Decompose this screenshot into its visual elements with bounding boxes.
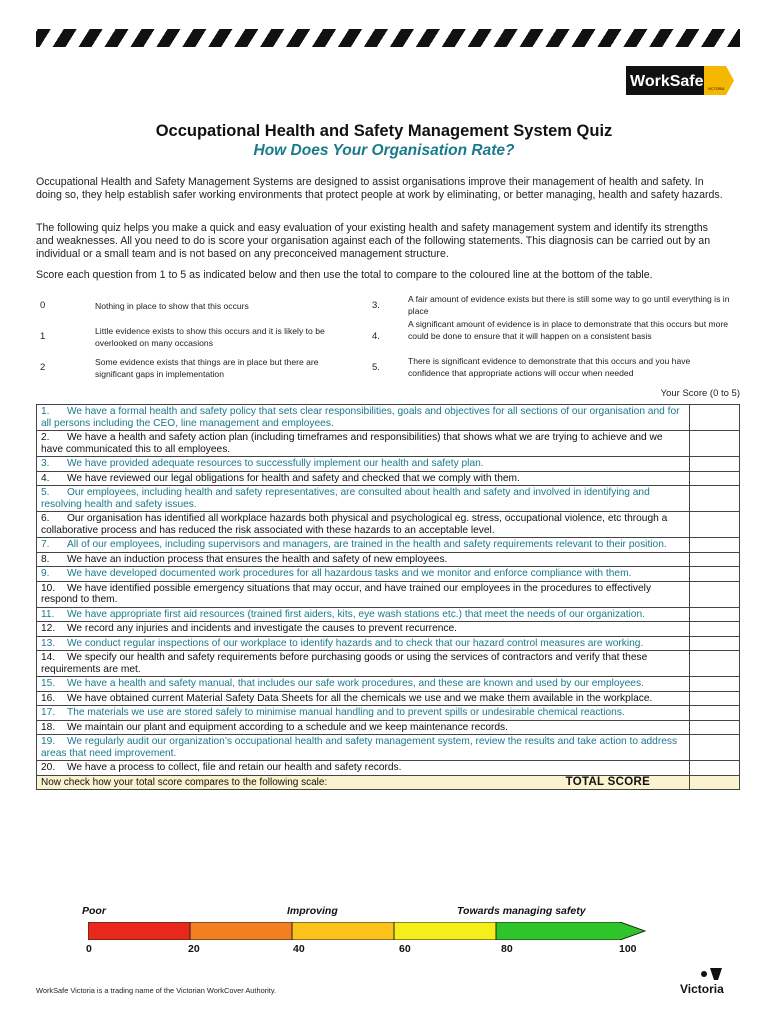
total-row (37, 775, 740, 790)
question-cell (37, 431, 690, 457)
rating-segment (496, 922, 645, 940)
question-number: 2. (41, 432, 50, 443)
rating-label-poor: Poor (82, 905, 106, 917)
rating-segment (190, 922, 292, 940)
scoring-guide-score: 2 (40, 362, 46, 373)
question-cell (37, 706, 690, 721)
question-number: 16. (41, 692, 56, 704)
question-row (37, 735, 740, 761)
question-cell (37, 691, 690, 706)
question-row (37, 622, 740, 637)
question-cell (37, 538, 690, 553)
question-text: We have a health and safety action plan (including timeframes and responsibilities) that shows what we are trying to achieve and we have communicated this to all employees. (41, 432, 663, 455)
scoring-guide-text: There is significant evidence to demonstrate that this occurs and you have confidence that appropriate actions will occur when needed (408, 356, 691, 378)
question-text: We record any injuries and incidents and investigate the causes to prevent recurrence. (67, 623, 457, 634)
score-input[interactable] (690, 607, 740, 622)
question-text: We regularly audit our organization’s occupational health and safety management system, review the results and take action to address areas that need improvement. (41, 736, 678, 759)
question-number: 5. (41, 487, 50, 498)
question-number: 1. (41, 406, 50, 417)
question-number: 3. (41, 458, 50, 469)
question-cell (37, 512, 690, 538)
question-number: 17. (41, 707, 56, 718)
scoring-guide-text: Little evidence exists to show this occurs and it is likely to be overlooked on many occasions (95, 326, 325, 348)
rating-color-bar (88, 922, 646, 940)
scoring-guide-text: A fair amount of evidence exists but there is still some way to go until everything is in place (408, 294, 730, 316)
question-text: We conduct regular inspections of our workplace to identify hazards and to check that our hazard control measures are working. (67, 637, 644, 649)
question-text: The materials we use are stored safely to minimise manual handling and to prevent spills or undesirable chemical reactions. (67, 707, 625, 718)
your-score-header: Your Score (0 to 5) (660, 388, 740, 399)
question-number: 14. (41, 652, 56, 663)
question-text: Our employees, including health and safety representatives, are consulted about health and safety and involved in identifying and resolving health and safety issues. (41, 487, 650, 510)
page-title: Occupational Health and Safety Management System Quiz (155, 122, 613, 140)
rating-tick-label: 40 (293, 943, 305, 955)
rating-segment (292, 922, 394, 940)
rating-tick-label: 60 (399, 943, 411, 955)
question-row (37, 761, 740, 776)
question-cell (37, 636, 690, 651)
score-input[interactable] (690, 581, 740, 607)
question-number: 9. (41, 568, 50, 579)
total-instruction-cell (37, 775, 690, 790)
question-cell (37, 607, 690, 622)
score-input[interactable] (690, 636, 740, 651)
score-input[interactable] (690, 486, 740, 512)
question-row (37, 457, 740, 472)
question-row (37, 471, 740, 486)
footer-text: WorkSafe Victoria is a trading name of the Victorian WorkCover Authority. (36, 986, 277, 995)
question-cell (37, 720, 690, 735)
question-text: We specify our health and safety requirements before purchasing goods or using the services of contractors and verify that these requirements are met. (41, 652, 648, 675)
scoring-guide-text: Some evidence exists that things are in place but there are significant gaps in implementation (95, 357, 319, 379)
question-row (37, 651, 740, 677)
scoring-guide-score: 1 (40, 331, 46, 342)
question-cell (37, 677, 690, 692)
question-cell (37, 567, 690, 582)
score-input[interactable] (690, 471, 740, 486)
scoring-guide-score: 0 (40, 300, 46, 311)
rating-tick-label: 80 (501, 943, 513, 955)
total-score-input[interactable] (690, 775, 740, 790)
question-number: 10. (41, 582, 56, 594)
question-number: 7. (41, 539, 50, 550)
question-row (37, 567, 740, 582)
question-text: All of our employees, including supervisors and managers, are trained in the health and safety requirements relevant to their position. (67, 539, 667, 550)
question-text: We have obtained current Material Safety Data Sheets for all the chemicals we use and we make them available in the workplace. (67, 692, 653, 704)
question-number: 18. (41, 721, 56, 733)
intro-paragraph-3: Score each question from 1 to 5 as indicated below and then use the total to compare to the coloured line at the bottom of the table. (36, 269, 653, 281)
question-cell (37, 761, 690, 776)
question-text: We have a process to collect, file and retain our health and safety records. (67, 762, 402, 773)
rating-tick-label: 20 (188, 943, 200, 955)
rating-tick-label: 0 (86, 943, 92, 955)
score-input[interactable] (690, 457, 740, 472)
question-text: We have a formal health and safety policy that sets clear responsibilities, goals and objectives for all sections of our organisation and for all persons including the CEO, line management and employees. (41, 406, 680, 429)
rating-label-managing-safety: Towards managing safety (457, 905, 586, 917)
question-number: 15. (41, 678, 56, 689)
question-row (37, 677, 740, 692)
question-number: 6. (41, 513, 50, 524)
hazard-stripe-banner (36, 29, 740, 47)
quiz-table (36, 404, 740, 790)
scoring-guide-text: Nothing in place to show that this occurs (95, 301, 249, 311)
victoria-logo-text: Victoria (680, 982, 724, 996)
question-number: 12. (41, 623, 56, 634)
question-text: We have reviewed our legal obligations for health and safety and checked that we comply with them. (67, 472, 520, 484)
rating-segment (394, 922, 496, 940)
total-instruction: Now check how your total score compares to the following scale: (41, 776, 328, 788)
question-row (37, 691, 740, 706)
question-text: We have a health and safety manual, that includes our safe work procedures, and these are known and used by our employees. (67, 678, 644, 689)
question-number: 19. (41, 736, 56, 747)
intro-paragraph-1: Occupational Health and Safety Management Systems are designed to assist organisations improve their management of health and safety. In doing so, they help establish safer working environments that protect people at work by eliminating, or better managing, health and safety hazards. (36, 176, 723, 201)
question-cell (37, 457, 690, 472)
score-input[interactable] (690, 567, 740, 582)
scoring-guide-score: 4. (372, 331, 380, 342)
worksafe-logo (626, 66, 734, 95)
question-text: We maintain our plant and equipment according to a schedule and we keep maintenance records. (67, 721, 508, 733)
question-row (37, 512, 740, 538)
question-cell (37, 651, 690, 677)
score-input[interactable] (690, 735, 740, 761)
question-number: 13. (41, 637, 56, 649)
score-input[interactable] (690, 622, 740, 637)
score-input[interactable] (690, 720, 740, 735)
score-input[interactable] (690, 405, 740, 431)
question-cell (37, 622, 690, 637)
rating-label-improving: Improving (287, 905, 338, 917)
question-cell (37, 405, 690, 431)
score-input[interactable] (690, 512, 740, 538)
intro-paragraph-2: The following quiz helps you make a quick and easy evaluation of your existing health and safety management system and identify its strengths and weaknesses. All you need to do is score your organisation against each of the following statements. This diagnosis can be carried out by an individual or a small team and is not based on any preconceived management structure. (36, 222, 711, 260)
question-number: 8. (41, 553, 50, 565)
question-number: 11. (41, 608, 55, 620)
question-row (37, 581, 740, 607)
victoria-state-logo (680, 966, 732, 996)
question-cell (37, 735, 690, 761)
question-row (37, 720, 740, 735)
score-input[interactable] (690, 538, 740, 553)
question-row (37, 706, 740, 721)
score-input[interactable] (690, 691, 740, 706)
question-row (37, 431, 740, 457)
question-row (37, 405, 740, 431)
question-text: We have developed documented work procedures for all hazardous tasks and we monitor and enforce compliance with them. (67, 568, 632, 579)
rating-segment (88, 922, 190, 940)
scoring-guide-text: A significant amount of evidence is in place to demonstrate that this occurs but more could be done to ensure that it will happen on a consistent basis (408, 319, 729, 341)
logo-subtext: VICTORIA (708, 87, 725, 91)
question-text: We have provided adequate resources to successfully implement our health and safety plan. (67, 458, 484, 469)
question-row (37, 486, 740, 512)
question-row (37, 552, 740, 567)
score-input[interactable] (690, 431, 740, 457)
question-text: Our organisation has identified all workplace hazards both physical and psychological eg. stress, occupational violence, etc through a collaborative process and has reduced the risk associated with these hazards to an acceptable level. (41, 513, 668, 536)
page-subtitle: How Does Your Organisation Rate? (253, 142, 515, 159)
scoring-guide-score: 3. (372, 300, 380, 311)
question-number: 20. (41, 762, 56, 773)
question-row (37, 607, 740, 622)
total-score-label: TOTAL SCORE (565, 775, 651, 788)
question-cell (37, 471, 690, 486)
question-row (37, 538, 740, 553)
question-text: We have appropriate first aid resources (trained first aiders, kits, eye wash stations etc.) that meet the needs of our organization. (67, 608, 645, 620)
question-text: We have identified possible emergency situations that may occur, and have trained our employees in the procedures to effectively respond to them. (41, 582, 652, 605)
question-row (37, 636, 740, 651)
question-cell (37, 486, 690, 512)
score-input[interactable] (690, 706, 740, 721)
score-input[interactable] (690, 677, 740, 692)
score-input[interactable] (690, 651, 740, 677)
score-input[interactable] (690, 761, 740, 776)
logo-text: WorkSafe (630, 73, 704, 90)
question-cell (37, 581, 690, 607)
question-number: 4. (41, 472, 50, 484)
question-text: We have an induction process that ensures the health and safety of new employees. (67, 553, 448, 565)
rating-tick-label: 100 (619, 943, 637, 955)
scoring-guide-score: 5. (372, 362, 380, 373)
score-input[interactable] (690, 552, 740, 567)
question-cell (37, 552, 690, 567)
